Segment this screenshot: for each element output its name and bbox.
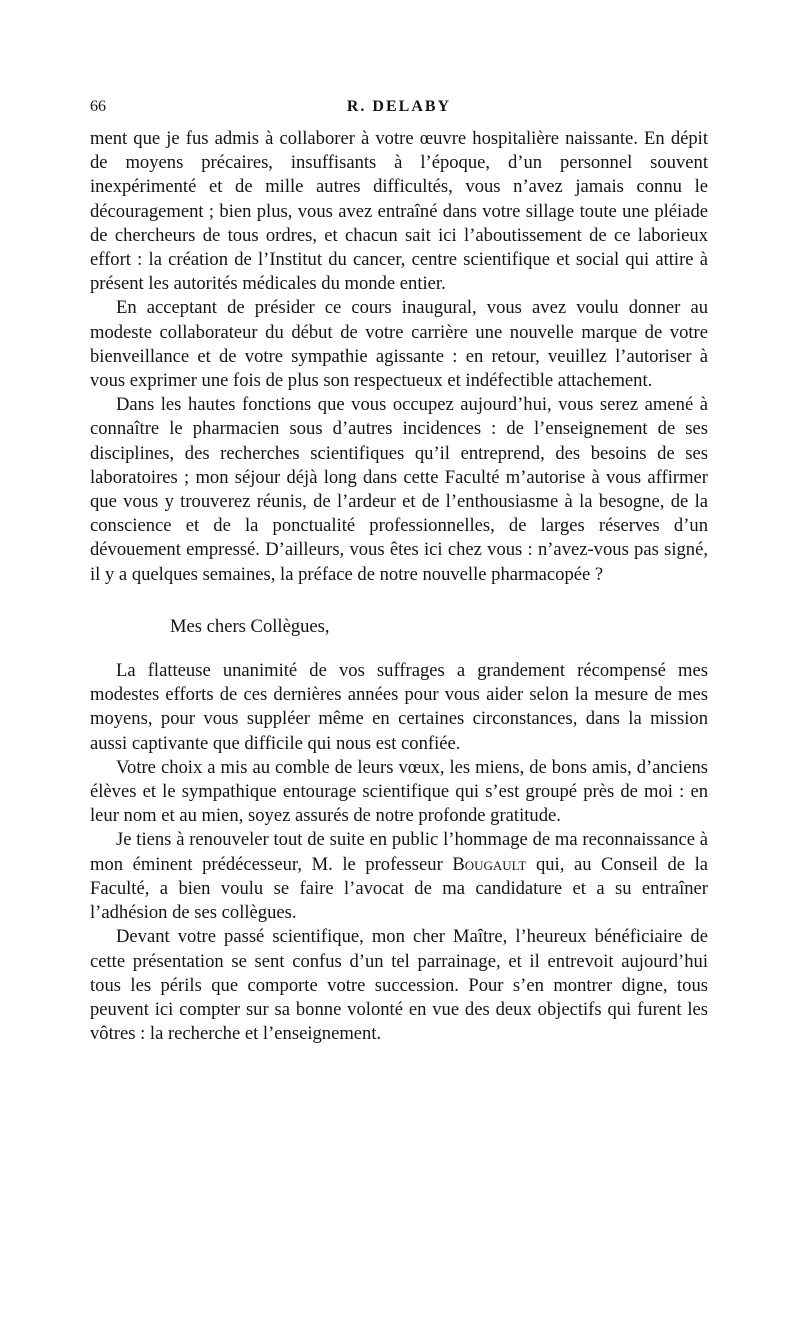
- paragraph-text: Je tiens à renouveler tout de suite en public l’hommage de ma reconnaissance à mon éminent prédécesseur, M. le professeur: [90, 829, 708, 875]
- person-name: Bougault: [452, 853, 527, 875]
- page-number: 66: [90, 98, 106, 115]
- paragraph: En acceptant de présider ce cours inaugural, vous avez voulu donner au modeste collaborateur du début de votre carrière une nouvelle marque de votre bienveillance et de votre sympathie agissante : en retour, veuillez l’autoriser à vous exprimer une fois de plus son respectueux et indéfectible attachement.: [90, 297, 708, 392]
- body-text: [90, 127, 708, 1046]
- paragraph: La flatteuse unanimité de vos suffrages a grandement récompensé mes modestes efforts de ces dernières années pour vous aider selon la mesure de mes moyens, pour vous suppléer même en certaines circonstances, dans la mission aussi captivante que difficile qui nous est confiée.: [90, 660, 708, 754]
- paragraph: [90, 828, 708, 925]
- paragraph-text: qui, au Conseil de la Faculté, a bien voulu se faire l’avocat de ma candidature et a su entraîner l’adhésion de ses collègues.: [90, 853, 708, 924]
- paragraph: ment que je fus admis à collaborer à votre œuvre hospitalière naissante. En dépit de moyens précaires, insuffisants à l’époque, d’un personnel souvent inexpérimenté et de mille autres difficultés, vous n’avez jamais connu le découragement ; bien plus, vous avez entraîné dans votre sillage toute une pléiade de chercheurs de tous ordres, et chacun sait ici l’aboutissement de ce laborieux effort : la création de l’Institut du cancer, centre scientifique et social qui attire à présent les autorités médicales du monde entier.: [90, 128, 708, 295]
- running-title: R. DELABY: [346, 98, 452, 115]
- paragraph: Votre choix a mis au comble de leurs vœux, les miens, de bons amis, d’anciens élèves et le sympathique entourage scientifique qui s’est groupé près de moi : en leur nom et au mien, soyez assurés de notre profonde gratitude.: [90, 756, 708, 827]
- running-head: [90, 98, 708, 124]
- paragraph: Devant votre passé scientifique, mon cher Maître, l’heureux bénéficiaire de cette présentation se sent confus d’un tel parrainage, et il entrevoit aujourd’hui tous les périls que comporte votre succession. Pour s’en montrer digne, tous peuvent ici compter sur sa bonne volonté en vue des deux objectifs qui furent les vôtres : la recherche et l’enseignement.: [90, 926, 708, 1045]
- salutation: Mes chers Collègues,: [170, 615, 330, 637]
- paragraph: Dans les hautes fonctions que vous occupez aujourd’hui, vous serez amené à connaître le pharmacien sous d’autres incidences : de l’enseignement de ses disciplines, des recherches scientifiques qu’il entreprend, des besoins de ses laboratoires ; mon séjour déjà long dans cette Faculté m’autorise à vous affirmer que vous y trouverez réunis, de l’ardeur et de l’enthousiasme à la besogne, de la conscience et de la ponctualité professionnelles, de larges réserves d’un dévouement empressé. D’ailleurs, vous êtes ici chez vous : n’avez-vous pas signé, il y a quelques semaines, la préface de notre nouvelle pharmacopée ?: [90, 394, 708, 585]
